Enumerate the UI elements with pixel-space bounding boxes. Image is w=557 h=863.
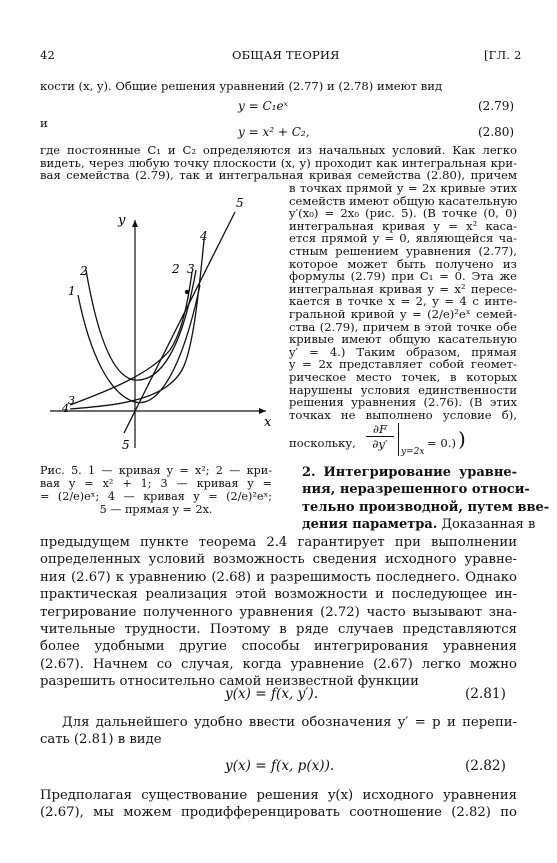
text-line: Предполагая существование решения y(x) исходного уравнения bbox=[40, 788, 517, 803]
text-line: рическое место точек, в которых bbox=[289, 369, 517, 384]
paragraph-notation bbox=[40, 714, 517, 749]
y-axis-arrow bbox=[132, 220, 138, 227]
equation-2-79: y = C₁eˣ bbox=[238, 99, 288, 113]
running-title: ОБЩАЯ ТЕОРИЯ bbox=[232, 48, 340, 62]
text-line: точках не выполнено условие б), bbox=[289, 407, 517, 422]
chapter-marker: [ГЛ. 2 bbox=[484, 48, 522, 62]
text-line: более удобными другие способы интегрирования уравнения bbox=[40, 639, 517, 655]
text-line: в точках прямой y = 2x кривые этих bbox=[289, 181, 517, 195]
curve-1-parabola bbox=[78, 285, 200, 403]
text-line: которое может быть получено из bbox=[289, 256, 517, 271]
heading-line: тельно производной, путем вве- bbox=[302, 499, 550, 515]
condition-prefix: поскольку, bbox=[289, 436, 356, 450]
curve-label-3-left: 3 bbox=[68, 394, 75, 407]
equation-2-81: y(x) = f(x, y′). bbox=[225, 686, 319, 702]
curve-label-4: 4 bbox=[200, 229, 208, 243]
text-line: семейств имеют общую касательную bbox=[289, 193, 518, 208]
equation-2-82: y(x) = f(x, p(x)). bbox=[225, 758, 335, 774]
text-line: чительные трудности. Поэтому в ряде случаев представляются bbox=[40, 622, 517, 638]
heading-bold-end: дения параметра. bbox=[302, 517, 438, 533]
text-line: (2.67), мы можем продифференцировать соотношение (2.82) по bbox=[40, 805, 517, 821]
evaluation-bar bbox=[398, 423, 399, 456]
curve-label-2: 2 bbox=[80, 264, 88, 278]
text-line: y′ = 4.) Таким образом, прямая bbox=[289, 344, 517, 359]
curve-4-exponential bbox=[70, 240, 204, 409]
text-line: кривые имеют общую касательную bbox=[289, 332, 517, 347]
text-line: гральной кривой y = (2/e)²eˣ семей- bbox=[289, 306, 517, 321]
equation-number-2-81: (2.81) bbox=[465, 686, 506, 702]
text-line: Для дальнейшего удобно ввести обозначения y′ = p и перепи- bbox=[62, 715, 517, 730]
text-line: решения уравнения (2.76). (В этих bbox=[289, 395, 517, 410]
x-axis-label: x bbox=[264, 415, 272, 430]
section-heading bbox=[302, 464, 550, 534]
text-line: кается в точке x = 2, y = 4 с инте- bbox=[289, 294, 517, 309]
text-line: предыдущем пункте теорема 2.4 гарантирует при выполнении bbox=[40, 535, 517, 550]
text-line: стным решением уравнения (2.77), bbox=[289, 243, 517, 258]
curve-3-exponential bbox=[70, 272, 192, 405]
page-number: 42 bbox=[40, 48, 56, 62]
curve-label-3: 3 bbox=[187, 262, 195, 276]
evaluation-subscript: y=2x bbox=[401, 447, 425, 457]
text-line: y = 2x представляет собой геомет- bbox=[289, 357, 517, 372]
text-line: y′(x₀) = 2x₀ (рис. 5). (В точке (0, 0) bbox=[289, 206, 517, 221]
curve-label-2-left: 2 bbox=[172, 262, 180, 276]
tangent-point bbox=[185, 290, 189, 294]
heading-line: 2. Интегрирование уравне- bbox=[302, 465, 517, 480]
figure-5 bbox=[40, 190, 285, 455]
line-5-tangent bbox=[124, 212, 235, 433]
paragraph-constants bbox=[40, 144, 517, 182]
y-axis-label: y bbox=[118, 213, 126, 228]
fraction-numerator: ∂F bbox=[366, 423, 394, 437]
curve-2-parabola-shifted bbox=[86, 270, 196, 380]
caption-line: вая y = x² + 1; 3 — кривая y = bbox=[40, 477, 272, 490]
text-line: ства (2.79), причем в этой точке обе bbox=[289, 319, 517, 334]
paragraph-right-column bbox=[289, 182, 517, 421]
figure-caption bbox=[40, 464, 272, 516]
conjunction-i: и bbox=[40, 116, 48, 130]
heading-line: ния, неразрешенного относи- bbox=[302, 482, 530, 498]
text-line: интегральная кривая y = x² каса- bbox=[289, 218, 517, 233]
text-line: практическая реализация этой возможности и последующее ин- bbox=[40, 587, 517, 603]
text-line: формулы (2.79) при C₁ = 0. Эта же bbox=[289, 269, 517, 284]
curve-label-5-bottom: 5 bbox=[122, 438, 130, 452]
text-line: нарушены условия единственности bbox=[289, 382, 517, 397]
text-line: тегрирование полученного уравнения (2.72) часто вызывают зна- bbox=[40, 604, 517, 620]
text-line: ния (2.67) к уравнению (2.68) и разрешимость последнего. Однако bbox=[40, 569, 517, 585]
heading-line bbox=[302, 516, 536, 533]
derivative-fraction bbox=[366, 423, 394, 451]
text-line: видеть, через любую точку плоскости (x, y) проходит как интегральная кри- bbox=[40, 155, 517, 170]
text-line: (2.67). Начнем со случая, когда уравнение (2.67) легко можно bbox=[40, 656, 517, 672]
text-line: интегральная кривая y = x² пересе- bbox=[289, 281, 517, 296]
x-axis-arrow bbox=[259, 408, 266, 414]
equation-number-2-82: (2.82) bbox=[465, 758, 506, 774]
text-line: где постоянные C₁ и C₂ определяются из начальных условий. Как легко bbox=[40, 143, 517, 157]
text-line: сать (2.81) в виде bbox=[40, 732, 162, 748]
caption-line: 5 — прямая y = 2x. bbox=[99, 503, 213, 516]
equation-number-2-80: (2.80) bbox=[478, 125, 515, 139]
caption-line: Рис. 5. 1 — кривая y = x²; 2 — кри- bbox=[40, 464, 272, 477]
curve-label-4-left: 4 bbox=[62, 402, 69, 415]
text-line: ется прямой y = 0, являющейся ча- bbox=[289, 231, 517, 246]
text-line: определенных условий возможность сведения исходного уравне- bbox=[40, 552, 517, 568]
condition-rhs: = 0.) bbox=[427, 436, 456, 450]
equation-number-2-79: (2.79) bbox=[478, 99, 515, 113]
equation-2-80: y = x² + C₂, bbox=[238, 125, 310, 139]
text-line: вая семейства (2.79), так и интегральная кривая семейства (2.80), причем bbox=[40, 168, 517, 183]
heading-text-continue: Доказанная в bbox=[437, 517, 536, 533]
caption-line: = (2/e)eˣ; 4 — кривая y = (2/e)²eˣ; bbox=[40, 490, 272, 503]
text-line: разрешить относительно самой неизвестной функции bbox=[40, 674, 419, 690]
closing-paren-curve: ) bbox=[458, 427, 466, 451]
paragraph-theorem bbox=[40, 534, 517, 691]
paragraph-differentiate bbox=[40, 787, 517, 822]
fraction-denominator: ∂y′ bbox=[372, 437, 388, 451]
curve-label-5: 5 bbox=[236, 196, 244, 210]
curve-label-1: 1 bbox=[68, 284, 76, 298]
intro-line: кости (x, y). Общие решения уравнений (2.77) и (2.78) имеют вид bbox=[40, 79, 443, 93]
